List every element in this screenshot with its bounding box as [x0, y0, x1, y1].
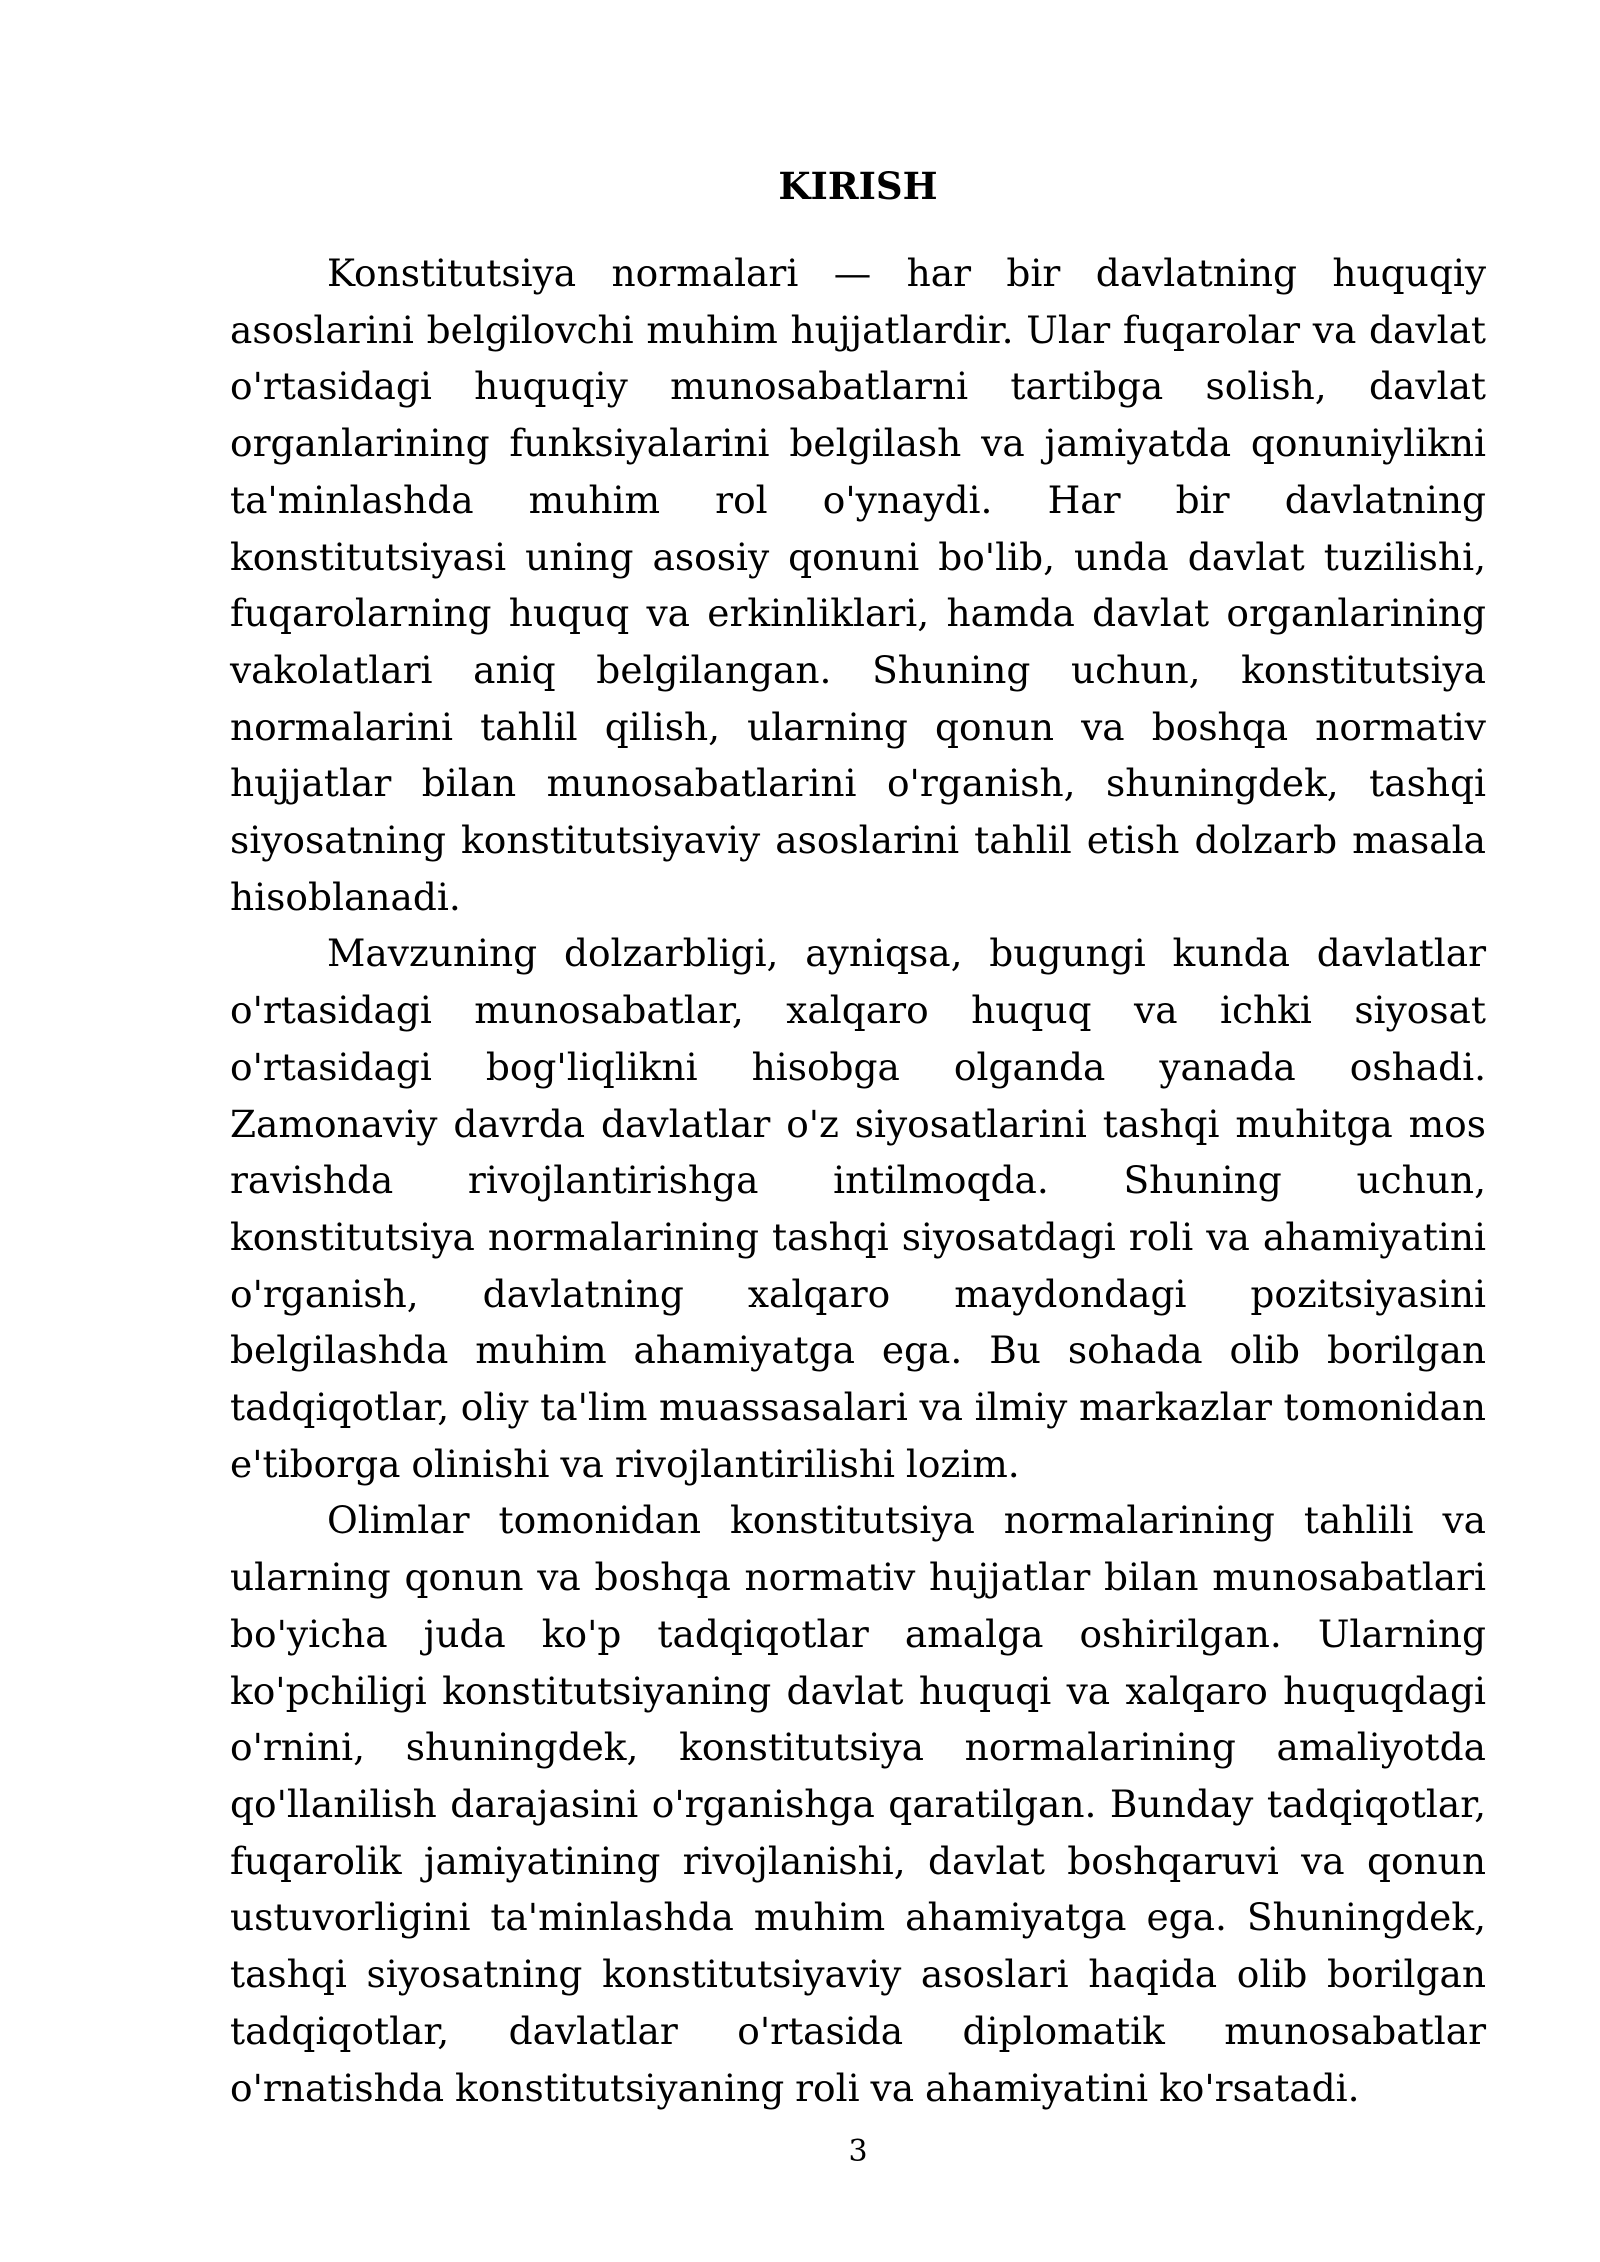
section-title: KIRISH — [778, 164, 938, 208]
page-number: 3 — [848, 2134, 868, 2169]
body-text — [230, 245, 1486, 2116]
paragraph-3: Olimlar tomonidan konstitutsiya normalarining tahlili va ularning qonun va boshqa normativ hujjatlar bilan munosabatlari bo'yicha juda ko'p tadqiqotlar amalga oshirilgan. Ularning ko'pchiligi konstitutsiyaning davlat huquqi va xalqaro huquqdagi o'rnini, shuningdek, konstitutsiya normalarining amaliyotda qo'llanilish darajasini o'rganishga qaratilgan. Bunday tadqiqotlar, fuqarolik jamiyatining rivojlanishi, davlat boshqaruvi va qonun ustuvorligini ta'minlashda muhim ahamiyatga ega. Shuningdek, tashqi siyosatning konstitutsiyaviy asoslari haqida olib borilgan tadqiqotlar, davlatlar o'rtasida diplomatik munosabatlar o'rnatishda konstitutsiyaning roli va ahamiyatini ko'rsatadi. — [230, 1498, 1486, 2110]
paragraph-1: Konstitutsiya normalari — har bir davlatning huquqiy asoslarini belgilovchi muhim hujjatlardir. Ular fuqarolar va davlat o'rtasidagi huquqiy munosabatlarni tartibga solish, davlat organlarining funksiyalarini belgilash va jamiyatda qonuniylikni ta'minlashda muhim rol o'ynaydi. Har bir davlatning konstitutsiyasi uning asosiy qonuni bo'lib, unda davlat tuzilishi, fuqarolarning huquq va erkinliklari, hamda davlat organlarining vakolatlari aniq belgilangan. Shuning uchun, konstitutsiya normalarini tahlil qilish, ularning qonun va boshqa normativ hujjatlar bilan munosabatlarini o'rganish, shuningdek, tashqi siyosatning konstitutsiyaviy asoslarini tahlil etish dolzarb masala hisoblanadi. — [230, 251, 1486, 919]
paragraph-2: Mavzuning dolzarbligi, ayniqsa, bugungi kunda davlatlar o'rtasidagi munosabatlar, xalqaro huquq va ichki siyosat o'rtasidagi bog'liqlikni hisobga olganda yanada oshadi. Zamonaviy davrda davlatlar o'z siyosatlarini tashqi muhitga mos ravishda rivojlantirishga intilmoqda. Shuning uchun, konstitutsiya normalarining tashqi siyosatdagi roli va ahamiyatini o'rganish, davlatning xalqaro maydondagi pozitsiyasini belgilashda muhim ahamiyatga ega. Bu sohada olib borilgan tadqiqotlar, oliy ta'lim muassasalari va ilmiy markazlar tomonidan e'tiborga olinishi va rivojlantirilishi lozim. — [230, 931, 1486, 1486]
